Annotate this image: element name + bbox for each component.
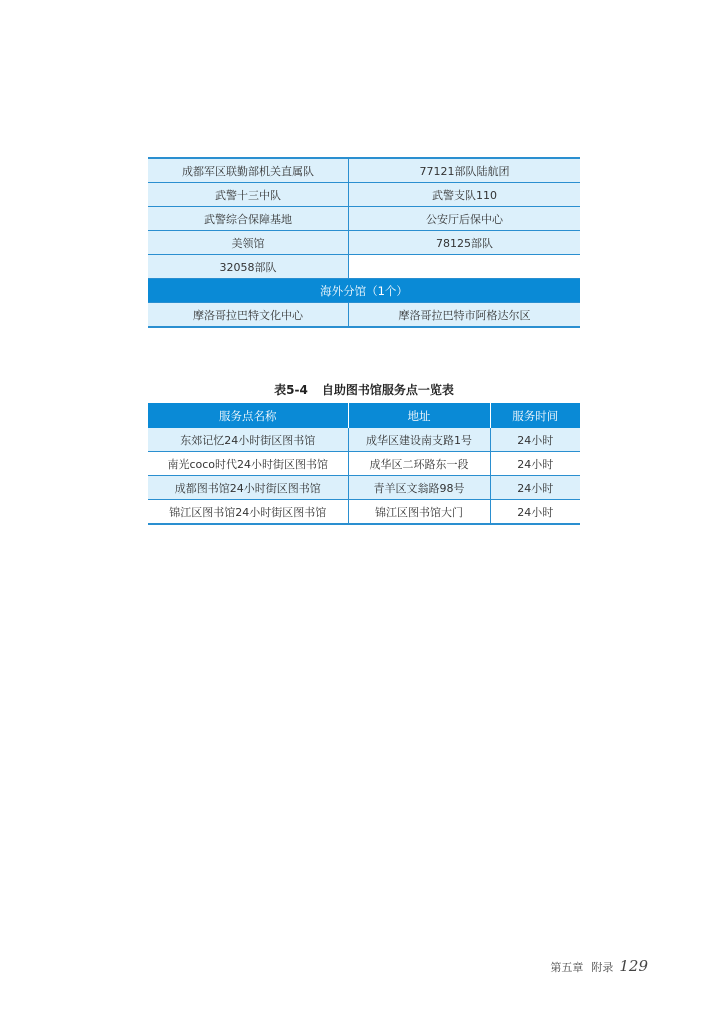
table-row [148,231,580,255]
column-header-address: 地址 [348,403,490,428]
table-row [148,183,580,207]
table-row [148,207,580,231]
table-cell: 摩洛哥拉巴特市阿格达尔区 [349,303,581,328]
table-cell: 32058部队 [148,255,349,279]
page-number: 129 [619,957,648,975]
table-cell: 南光coco时代24小时街区图书馆 [148,452,348,476]
table-row [148,428,580,452]
table-row [148,452,580,476]
table-cell: 青羊区文翁路98号 [348,476,490,500]
table-cell: 公安厅后保中心 [349,207,581,231]
table-cell: 成都图书馆24小时街区图书馆 [148,476,348,500]
table-cell: 锦江区图书馆大门 [348,500,490,525]
table-cell: 24小时 [490,452,580,476]
table-cell: 东郊记忆24小时街区图书馆 [148,428,348,452]
table-cell: 78125部队 [349,231,581,255]
table-cell: 锦江区图书馆24小时街区图书馆 [148,500,348,525]
table-cell: 77121部队陆航团 [349,158,581,183]
table-cell: 24小时 [490,428,580,452]
table-cell: 武警支队110 [349,183,581,207]
column-header-hours: 服务时间 [490,403,580,428]
self-service-library-table [148,403,580,525]
table-cell: 成都军区联勤部机关直属队 [148,158,349,183]
table-row [148,476,580,500]
table-caption-title: 自助图书馆服务点一览表 [321,383,454,397]
footer-section: 附录 [591,961,614,974]
table-header-row [148,403,580,428]
table-cell: 武警综合保障基地 [148,207,349,231]
footer-chapter: 第五章 [550,961,584,974]
table-row [148,500,580,525]
table-cell [349,255,581,279]
section-header: 海外分馆（1个） [148,279,580,303]
page-footer [550,957,648,975]
table-cell: 成华区二环路东一段 [348,452,490,476]
table-row [148,158,580,183]
table-cell: 24小时 [490,476,580,500]
table-caption-number: 表5-4 [274,383,308,397]
table-row [148,303,580,328]
table-cell: 24小时 [490,500,580,525]
column-header-name: 服务点名称 [148,403,348,428]
table-cell: 成华区建设南支路1号 [348,428,490,452]
table-cell: 美领馆 [148,231,349,255]
section-header-row [148,279,580,303]
library-branches-table [148,157,580,328]
table-caption [148,381,580,398]
table-row [148,255,580,279]
table-cell: 摩洛哥拉巴特文化中心 [148,303,349,328]
table-cell: 武警十三中队 [148,183,349,207]
